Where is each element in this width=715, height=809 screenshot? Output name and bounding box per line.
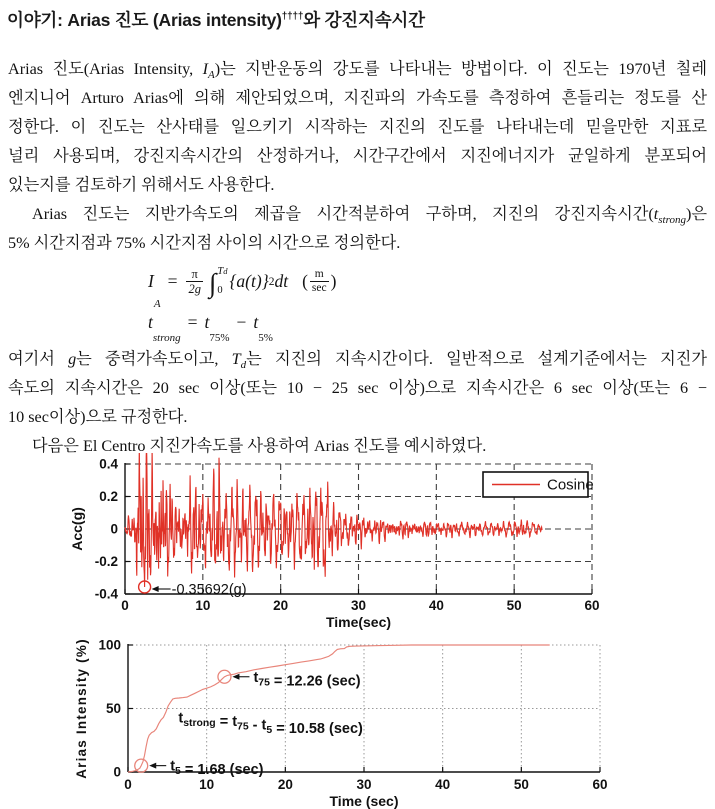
y-tick-label: 0.2 [99, 489, 118, 504]
upper-limit-d: d [223, 265, 228, 276]
text-line: 엔지니어 Arturo Arias에 의해 제안되었으며, 지진파의 가속도를 측정하여 흔들리는 정도를 산 [8, 88, 707, 107]
y-tick-label: 50 [105, 701, 121, 716]
y-tick-label: -0.2 [94, 554, 118, 569]
title-tail: 와 강진지속시간 [303, 9, 425, 30]
title-daggers: †††† [281, 11, 304, 22]
x-tick-label: 20 [277, 777, 293, 792]
x-tick-label: 0 [124, 777, 132, 792]
text-line: 10 sec이상)으로 규정한다. [8, 407, 188, 426]
dt-term: dt [274, 271, 289, 292]
formula-sub-A: A [153, 297, 161, 310]
arias-intensity-chart [0, 633, 715, 809]
integral-sign: ∫ [208, 268, 217, 299]
x-tick-label: 40 [428, 598, 444, 613]
paragraph-block-1 [0, 55, 715, 258]
acceleration-chart-svg [0, 453, 715, 633]
x-tick-label: 0 [121, 598, 129, 613]
y-axis-label: Acc(g) [69, 507, 85, 551]
annotation-arrow-head [149, 763, 156, 769]
y-tick-label: 0.4 [99, 456, 118, 472]
upper-limit-T: T [217, 265, 224, 277]
legend-label: Cosine [547, 476, 594, 494]
text-line: 정한다. 이 진도는 산사태를 일으키기 시작하는 지진의 진도를 나타내는데 믿을만한 지표로 [8, 117, 707, 136]
text-line: Arias 진도는 지반가속도의 제곱을 시간적분하여 구하며, 지진의 강진지속시간$(t_{strong})$은 [32, 204, 707, 227]
formula2-minus: − [236, 312, 247, 333]
fraction-numerator: π [191, 266, 198, 281]
y-axis-label: Arias Intensity (%) [74, 638, 89, 779]
strong-motion-duration-formula [0, 306, 715, 344]
formula2-sub-75: 75% [209, 331, 230, 344]
x-tick-label: 10 [195, 598, 211, 613]
paragraph-block-2 [0, 345, 715, 461]
integrand-exponent: 2 [268, 275, 275, 288]
arias-intensity-curve [128, 645, 550, 772]
y-tick-label: 0 [113, 764, 121, 780]
equals-sign: = [167, 271, 178, 292]
title-text: 이야기: Arias 진도 (Arias intensity) [7, 9, 282, 30]
pi-over-2g-fraction [186, 268, 203, 296]
text-line: 5% 시간지점과 75% 시간지점 사이의 시간으로 정의한다. [8, 233, 401, 252]
subscript: strong [183, 717, 216, 729]
acceleration-chart [0, 453, 715, 638]
x-tick-label: 40 [435, 777, 451, 792]
formula2-t5: t [253, 312, 259, 333]
t5-annotation-label: $t_5 = 1.68$ (sec) [170, 758, 264, 779]
unit-denominator: sec [311, 282, 327, 295]
text-line: 속도의 지속시간은 20 sec 이상(또는 10 − 25 sec 이상)으로 지속시간은 6 sec 이상(또는 6 − [8, 378, 707, 397]
integrand: {a(t)} [229, 271, 269, 292]
x-tick-label: 30 [350, 598, 367, 613]
text-line: 여기서 g는 중력가속도이고, $T_d$는 지진의 지속시간이다. 일반적으로 설계기준에서는 지진가 [8, 349, 707, 372]
unit-paren-left: ( [302, 271, 308, 292]
text-line: 널리 사용되며, 강진지속시간의 산정하거나, 시간구간에서 지진에너지가 균일하게 분포되어 [8, 146, 707, 165]
unit-fraction [310, 269, 329, 295]
x-tick-label: 30 [356, 777, 372, 792]
integral-limits [217, 267, 227, 297]
tstrong-annotation-label: $t_{strong} = t_{75} - t_5 = 10.58$ (sec) [178, 710, 363, 737]
formula2-sub-strong: strong [152, 331, 181, 344]
page-title [0, 4, 715, 33]
y-tick-label: 0 [110, 521, 118, 537]
x-tick-label: 50 [506, 598, 522, 613]
formula2-sub-5: 5% [258, 331, 273, 344]
x-axis-label: Time(sec) [325, 614, 392, 630]
subscript: 5 [175, 766, 181, 778]
text-line: Arias 진도(Arias Intensity, $I_A$)는 지반운동의 강도를 나타내는 방법이다. 이 진도는 1970년 칠레 [8, 59, 707, 82]
formula2-t75: t [204, 312, 210, 333]
text-line: 있는지를 검토하기 위해서도 사용한다. [8, 175, 275, 194]
annotation-arrow-head [152, 586, 159, 592]
lower-limit: 0 [217, 285, 223, 297]
peak-value-label: -0.35692(g) [171, 581, 247, 598]
arias-intensity-formula [0, 258, 715, 310]
x-tick-label: 10 [199, 777, 215, 792]
x-tick-label: 50 [513, 777, 529, 792]
unit-paren-right: ) [330, 271, 337, 292]
acceleration-trace [125, 453, 542, 587]
x-tick-label: 20 [273, 598, 289, 613]
subscript: 75 [237, 721, 249, 733]
fraction-denominator: 2g [188, 282, 201, 297]
x-axis-label: Time (sec) [329, 793, 399, 809]
x-tick-label: 60 [592, 777, 608, 792]
subscript: 5 [266, 724, 273, 736]
x-tick-label: 60 [584, 598, 600, 613]
formula2-equals: = [187, 312, 198, 333]
formula2-t: t [148, 312, 153, 333]
y-tick-label: -0.4 [94, 586, 118, 602]
unit-numerator: m [314, 267, 324, 280]
y-tick-label: 100 [98, 637, 121, 653]
formula-var-I: I [148, 271, 154, 292]
arias-intensity-chart-svg [0, 633, 715, 809]
subscript: 75 [258, 677, 270, 689]
t75-annotation-label: $t_{75} = 12.26$ (sec) [253, 669, 361, 690]
text-line: 다음은 El Centro 지진가속도를 사용하여 Arias 진도를 예시하였다. [32, 436, 487, 455]
